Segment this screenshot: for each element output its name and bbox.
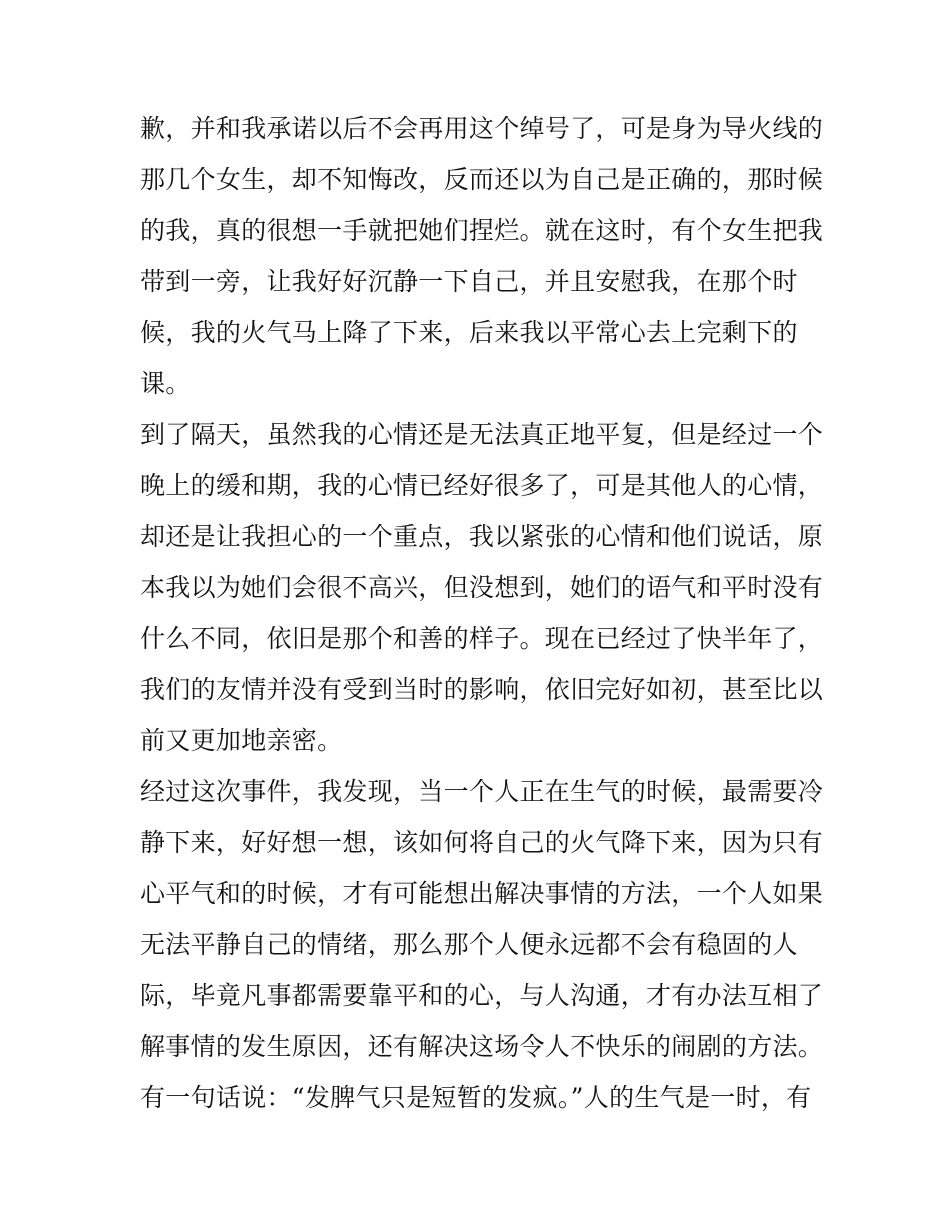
document-body-text [140,103,824,1123]
text-line: 却还是让我担心的一个重点，我以紧张的心情和他们说话，原 [140,522,824,551]
text-line: 心平气和的时候，才有可能想出解决事情的方法，一个人如果 [140,879,824,908]
text-line: 前又更加地亲密。 [140,726,343,755]
text-line: 晚上的缓和期，我的心情已经好很多了，可是其他人的心情， [140,471,824,500]
text-line: 的我，真的很想一手就把她们捏烂。就在这时，有个女生把我 [140,216,824,245]
text-line: 候，我的火气马上降了下来，后来我以平常心去上完剩下的 [140,318,798,347]
text-line: 歉，并和我承诺以后不会再用这个绰号了，可是身为导火线的 [140,114,824,143]
text-line: 到了隔天，虽然我的心情还是无法真正地平复，但是经过一个 [140,420,824,449]
text-line: 本我以为她们会很不高兴，但没想到，她们的语气和平时没有 [140,573,824,602]
text-line: 带到一旁，让我好好沉静一下自己，并且安慰我，在那个时 [140,267,798,296]
text-line: 有一句话说：“发脾气只是短暂的发疯。”人的生气是一时，有 [140,1083,812,1112]
text-line: 解事情的发生原因，还有解决这场令人不快乐的闹剧的方法。 [140,1032,824,1061]
text-line: 课。 [140,369,191,398]
text-line: 际，毕竟凡事都需要靠平和的心，与人沟通，才有办法互相了 [140,981,824,1010]
text-line: 静下来，好好想一想，该如何将自己的火气降下来，因为只有 [140,828,824,857]
text-line: 我们的友情并没有受到当时的影响，依旧完好如初，甚至比以 [140,675,824,704]
text-line: 经过这次事件，我发现，当一个人正在生气的时候，最需要冷 [140,777,824,806]
text-line: 那几个女生，却不知悔改，反而还以为自己是正确的，那时候 [140,165,824,194]
text-line: 什么不同，依旧是那个和善的样子。现在已经过了快半年了， [140,624,824,653]
text-line: 无法平静自己的情绪，那么那个人便永远都不会有稳固的人 [140,930,798,959]
